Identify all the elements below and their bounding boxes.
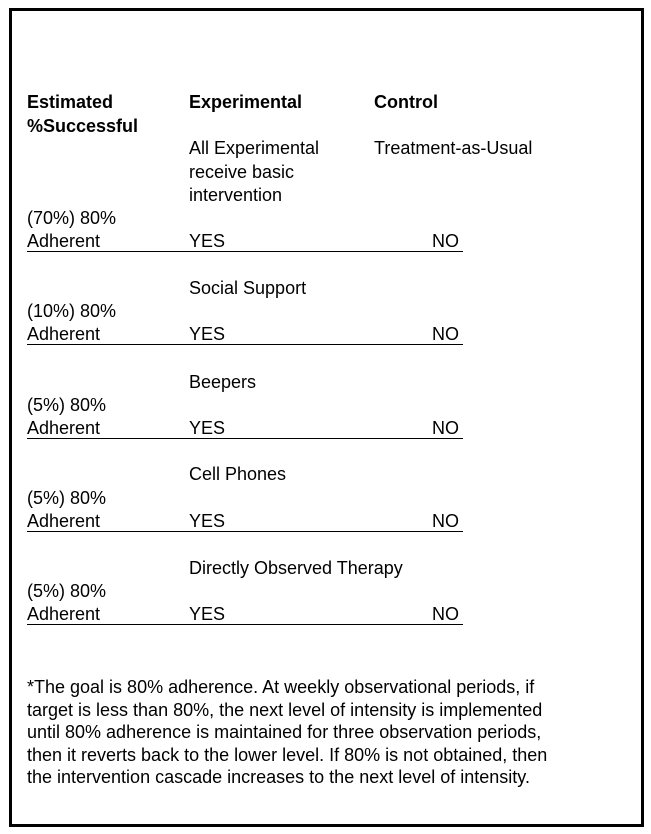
header-experimental: Experimental: [189, 92, 303, 112]
intro-experimental-line1: All Experimental: [189, 138, 320, 158]
level-percent: (5%) 80%: [27, 581, 107, 601]
level-experimental-value: YES: [189, 231, 226, 251]
level-percent: (70%) 80%: [27, 208, 117, 228]
level-control-value: NO: [432, 418, 459, 438]
level-adherent-label: Adherent: [27, 231, 101, 251]
footnote-line: *The goal is 80% adherence. At weekly observational periods, if: [27, 677, 535, 697]
level-control-value: NO: [432, 231, 459, 251]
level-adherent-label: Adherent: [27, 511, 101, 531]
level-percent: (5%) 80%: [27, 488, 107, 508]
level-experimental-value: YES: [189, 511, 226, 531]
level-experimental-value: YES: [189, 604, 226, 624]
row-underline: [27, 344, 463, 345]
level-name-cell-phones: Cell Phones: [189, 464, 287, 484]
footnote-line: then it reverts back to the lower level. If 80% is not obtained, then: [27, 744, 548, 765]
level-name-social-support: Social Support: [189, 278, 307, 298]
level-adherent-label: Adherent: [27, 604, 101, 624]
header-control: Control: [374, 92, 438, 112]
intro-experimental-line3: intervention: [189, 185, 283, 205]
level-control-value: NO: [432, 511, 459, 531]
header-estimated: Estimated: [27, 92, 114, 112]
intro-experimental-line2: receive basic: [189, 162, 295, 182]
footnote: [27, 676, 627, 789]
level-adherent-label: Adherent: [27, 418, 101, 438]
row-underline: [27, 531, 463, 532]
level-adherent-label: Adherent: [27, 324, 101, 344]
row-underline: [27, 438, 463, 439]
header-percent-successful: %Successful: [27, 116, 139, 136]
level-name-directly-observed-therapy: Directly Observed Therapy: [189, 558, 403, 578]
level-control-value: NO: [432, 324, 459, 344]
footnote-line: target is less than 80%, the next level of intensity is implemented: [27, 699, 543, 720]
row-underline: [27, 251, 463, 252]
footnote-line: the intervention cascade increases to the next level of intensity.: [27, 767, 530, 787]
level-percent: (5%) 80%: [27, 395, 107, 415]
level-percent: (10%) 80%: [27, 301, 117, 321]
row-underline: [27, 624, 463, 625]
footnote-line: until 80% adherence is maintained for three observation periods,: [27, 722, 542, 742]
level-control-value: NO: [432, 604, 459, 624]
level-name-beepers: Beepers: [189, 372, 257, 392]
level-experimental-value: YES: [189, 324, 226, 344]
intro-control-label: Treatment-as-Usual: [374, 138, 533, 158]
level-experimental-value: YES: [189, 418, 226, 438]
